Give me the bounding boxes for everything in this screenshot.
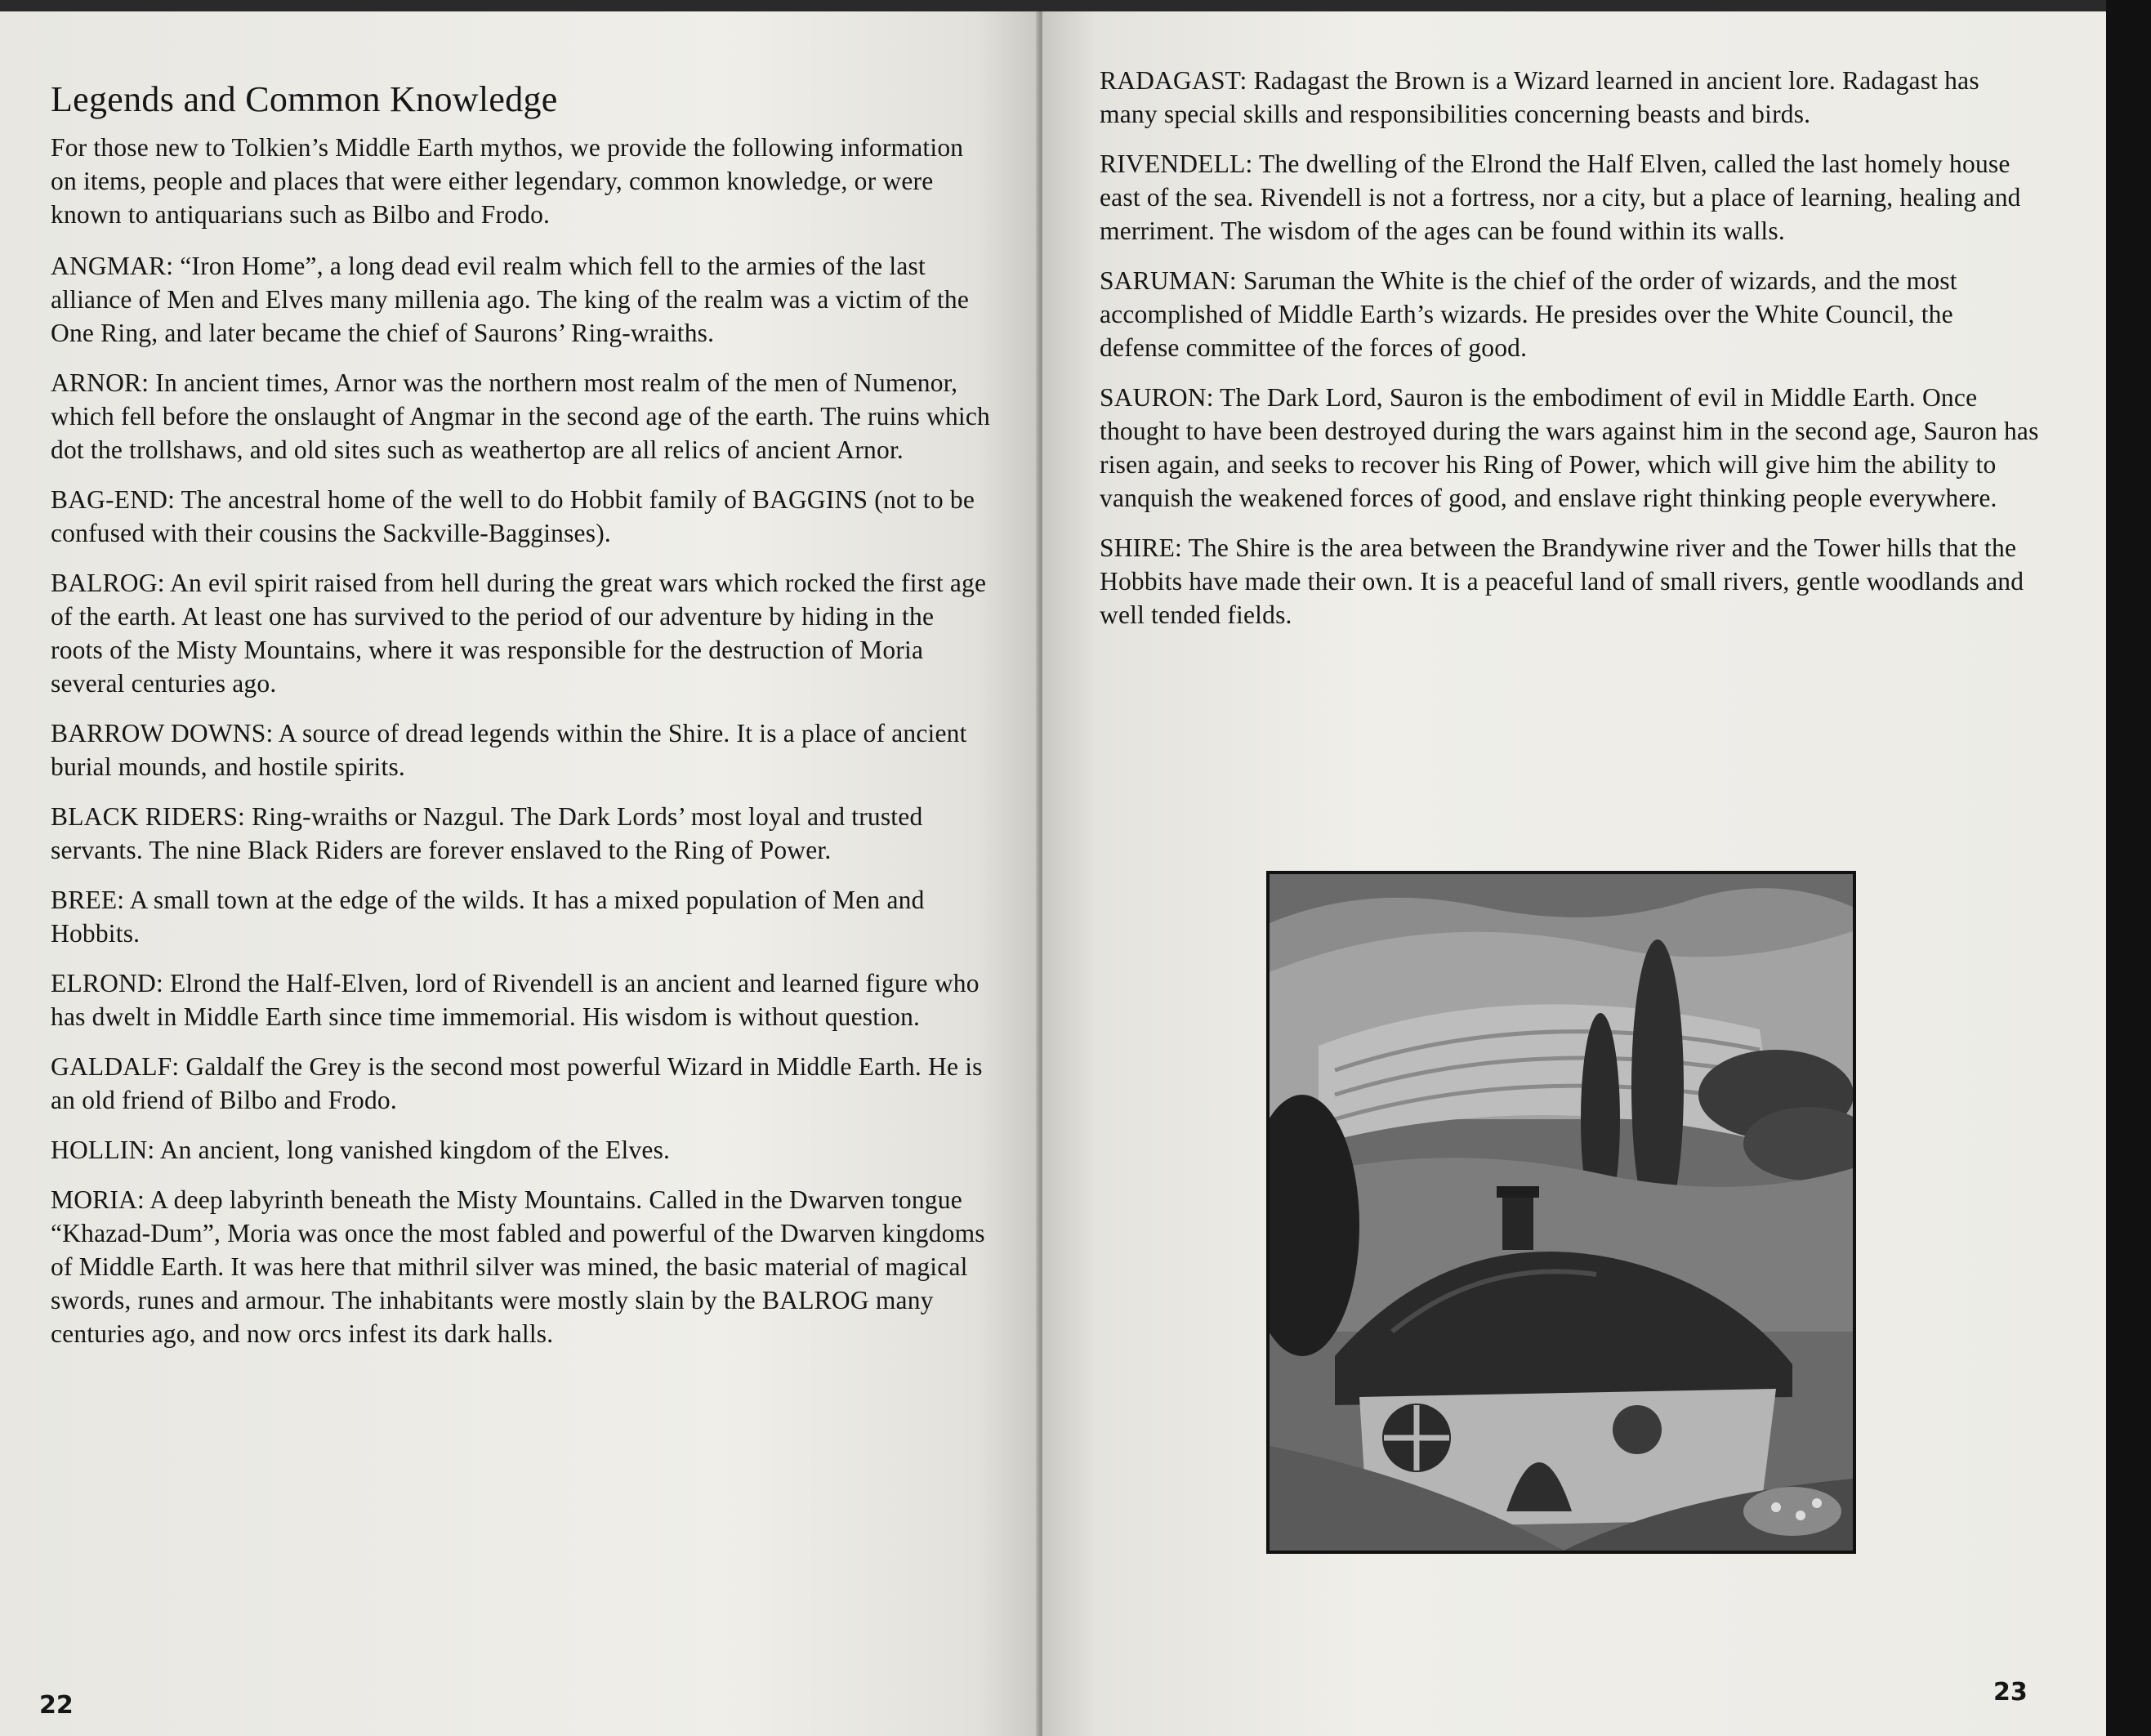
scan-edge bbox=[2106, 0, 2151, 1736]
page-number-right: 23 bbox=[1993, 1678, 2028, 1707]
glossary-entry-radagast: RADAGAST: Radagast the Brown is a Wizard learned in ancient lore. Radagast has many special skills and responsibilities concerning beasts and birds. bbox=[1100, 66, 1979, 128]
left-page-text bbox=[51, 75, 990, 1367]
glossary-entry-elrond: ELROND: Elrond the Half-Elven, lord of Rivendell is an ancient and learned figure who has dwelt in Middle Earth since time immemorial. His wisdom is without question. bbox=[51, 969, 980, 1031]
glossary-entry-galdalf: GALDALF: Galdalf the Grey is the second most powerful Wizard in Middle Earth. He is an old friend of Bilbo and Frodo. bbox=[51, 1052, 983, 1114]
glossary-entry-angmar: ANGMAR: “Iron Home”, a long dead evil realm which fell to the armies of the last alliance of Men and Elves many millenia ago. The king of the realm was a victim of the One Ring, and later became the chief of Saurons’ Ring-wraiths. bbox=[51, 252, 970, 347]
glossary-entry-saruman: SARUMAN: Saruman the White is the chief of the order of wizards, and the most accomplished of Middle Earth’s wizards. He presides over the White Council, the defense committee of the forces of good. bbox=[1100, 266, 1957, 362]
glossary-entry-moria: MORIA: A deep labyrinth beneath the Misty Mountains. Called in the Dwarven tongue “Khazad-Dum”, Moria was once the most fabled and powerful of the Dwarven kingdoms of Middle Earth. It was here that mithril silver was mined, the basic material of magical swords, runes and armour. The inhabitants were mostly slain by the BALROG many centuries ago, and now orcs infest its dark halls. bbox=[51, 1185, 985, 1348]
intro-paragraph: For those new to Tolkien’s Middle Earth mythos, we provide the following information on items, people and places that were either legendary, common knowledge, or were known to antiquarians such as Bilbo and Frodo. bbox=[51, 133, 964, 229]
glossary-entry-barrow-downs: BARROW DOWNS: A source of dread legends within the Shire. It is a place of ancient burial mounds, and hostile spirits. bbox=[51, 719, 967, 781]
glossary-entry-shire: SHIRE: The Shire is the area between the Brandywine river and the Tower hills that the Hobbits have made their own. It is a peaceful land of small rivers, gentle woodlands and well tended fields. bbox=[1100, 533, 2024, 629]
right-page-text bbox=[1100, 64, 2039, 648]
glossary-entry-black-riders: BLACK RIDERS: Ring-wraiths or Nazgul. The Dark Lords’ most loyal and trusted servants. The nine Black Riders are forever enslaved to the Ring of Power. bbox=[51, 802, 923, 864]
illustration-drawing bbox=[1270, 874, 1853, 1551]
glossary-entry-rivendell: RIVENDELL: The dwelling of the Elrond the Half Elven, called the last homely house east of the sea. Rivendell is not a fortress, nor a city, but a place of learning, healing and merriment. The wisdom of the ages can be found within its walls. bbox=[1100, 150, 2021, 245]
glossary-entry-bree: BREE: A small town at the edge of the wilds. It has a mixed population of Men and Hobbits. bbox=[51, 886, 925, 948]
hobbit-hole-illustration bbox=[1266, 871, 1856, 1554]
glossary-entry-balrog: BALROG: An evil spirit raised from hell during the great wars which rocked the first age of the earth. At least one has survived to the period of our adventure by hiding in the roots of the Misty Mountains, where it was responsible for the destruction of Moria several centuries ago. bbox=[51, 569, 987, 698]
glossary-entry-arnor: ARNOR: In ancient times, Arnor was the northern most realm of the men of Numenor, which fell before the onslaught of Angmar in the second age of the earth. The ruins which dot the trollshaws, and old sites such as weathertop are all relics of ancient Arnor. bbox=[51, 368, 991, 464]
page-number-left: 22 bbox=[39, 1691, 74, 1720]
section-heading: Legends and Common Knowledge bbox=[51, 79, 558, 119]
glossary-entry-sauron: SAURON: The Dark Lord, Sauron is the embodiment of evil in Middle Earth. Once thought to have been destroyed during the wars against him in the second age, Sauron has risen again, and seeks to recover his Ring of Power, which will give him the ability to vanquish the weakened forces of good, and enslave right thinking people everywhere. bbox=[1100, 383, 2039, 512]
glossary-entry-bag-end: BAG-END: The ancestral home of the well to do Hobbit family of BAGGINS (not to be confused with their cousins the Sackville-Bagginses). bbox=[51, 485, 975, 547]
glossary-entry-hollin: HOLLIN: An ancient, long vanished kingdom of the Elves. bbox=[51, 1136, 671, 1164]
